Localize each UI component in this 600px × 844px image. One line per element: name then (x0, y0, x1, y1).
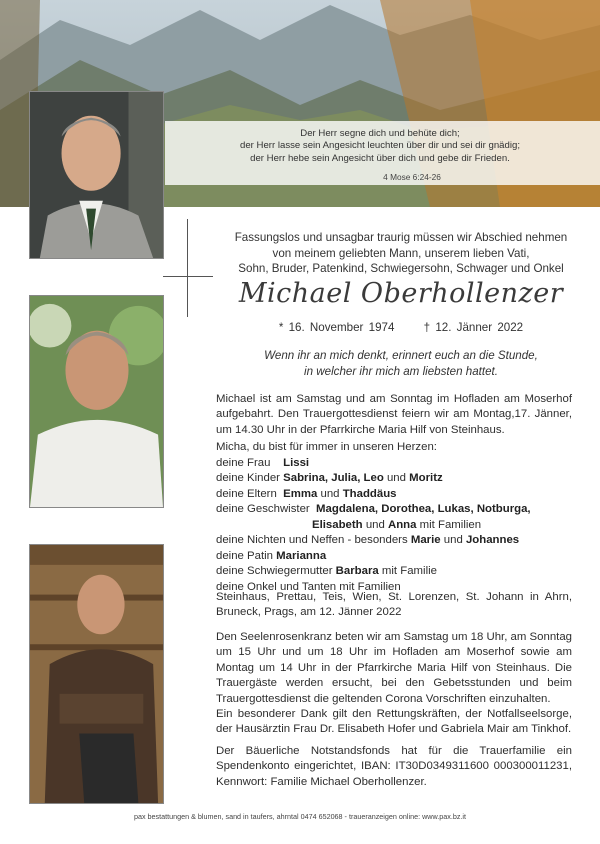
family-godmother: deine Patin Marianna (216, 549, 327, 562)
family-children: deine Kinder Sabrina, Julia, Leo und Moritz (216, 472, 443, 484)
footer-imprint: pax bestattungen & blumen, sand in taufers, ahrntal 0474 652068 - traueranzeigen online: www.pax.bz.it (133, 812, 467, 821)
life-dates (220, 321, 582, 334)
cross-horizontal (163, 276, 213, 277)
portrait-photo-2 (29, 295, 164, 508)
family-parents: deine Eltern Emma und Thaddäus (216, 487, 397, 500)
laid-out-paragraph: Michael ist am Samstag und am Sonntag im Hofladen am Moserhof aufgebahrt. Den Trauergottesdienst feiern wir am Montag,17. Jänner, um 14.30 Uhr in der Pfarrkirche Maria Hilf von Steinhaus. (216, 393, 572, 436)
birth-date: * 16. November 1974 (278, 321, 395, 334)
family-intro: Micha, du bist für immer in unseren Herzen: (216, 441, 437, 453)
family-siblings: deine Geschwister Magdalena, Dorothea, Lukas, Notburga, (216, 503, 531, 515)
deceased-name: Michael Oberhollenzer (238, 278, 564, 309)
family-mother-in-law: deine Schwiegermutter Barbara mit Familie (216, 565, 437, 577)
intro-line: Fassungslos und unsagbar traurig müssen wir Abschied nehmen (234, 231, 568, 244)
death-date: † 12. Jänner 2022 (423, 321, 524, 334)
portrait-photo-1 (29, 91, 164, 259)
memorial-quote (220, 348, 582, 379)
donation-paragraph: Der Bäuerliche Notstandsfonds hat für die Trauerfamilie ein Spendenkonto eingerichtet, IBAN: IT30D0349311600 000300011231, Kennwort: Familie Michael Oberhollenzer. (216, 745, 572, 788)
verse-reference: 4 Mose 6:24-26 (383, 172, 441, 182)
place-and-date: Steinhaus, Prettau, Teis, Wien, St. Lorenzen, St. Johann in Ahrn, Bruneck, Prags, am 12. Jänner 2022 (216, 591, 572, 619)
family-nieces-nephews: deine Nichten und Neffen - besonders Marie und Johannes (216, 534, 520, 546)
family-list (216, 440, 572, 595)
quote-line: Wenn ihr an mich denkt, erinnert euch an die Stunde, (264, 349, 538, 362)
thanks-paragraph: Ein besonderer Dank gilt den Rettungskräften, der Notfallseelsorge, der Hausärztin Frau Dr. Elisabeth Hofer und Gabriela Mair am Tinkhof. (216, 708, 572, 736)
cross-vertical (187, 219, 188, 317)
family-uncles-aunts: deine Onkel und Tanten mit Familien (216, 580, 401, 593)
quote-line: in welcher ihr mich am liebsten hattet. (304, 364, 498, 378)
intro-line: von meinem geliebten Mann, unserem lieben Vati, (272, 246, 530, 260)
verse-line: der Herr hebe sein Angesicht über dich und gebe dir Frieden. (250, 152, 510, 164)
verse-line: Der Herr segne dich und behüte dich; (300, 128, 460, 139)
intro-text (220, 230, 582, 277)
rosary-paragraph: Den Seelenrosenkranz beten wir am Samstag um 18 Uhr, am Sonntag um 15 Uhr und um 18 Uhr im Hofladen am Moserhof sowie am Montag um 14 Uhr in der Pfarrkirche Maria Hilf von Steinhaus. Die Trauergäste werden ersucht, bei den Gebetsstunden und beim Trauergottesdienst die geltenden Corona Vorschriften einzuhalten. (216, 631, 572, 705)
verse-line: der Herr lasse sein Angesicht leuchten über dir und sei dir gnädig; (240, 140, 520, 152)
intro-line: Sohn, Bruder, Patenkind, Schwiegersohn, Schwager und Onkel (238, 262, 564, 276)
bible-verse (170, 128, 590, 165)
family-siblings-cont: Elisabeth und Anna mit Familien (312, 518, 482, 531)
family-wife: deine Frau Lissi (216, 456, 310, 469)
portrait-photo-3 (29, 544, 164, 804)
